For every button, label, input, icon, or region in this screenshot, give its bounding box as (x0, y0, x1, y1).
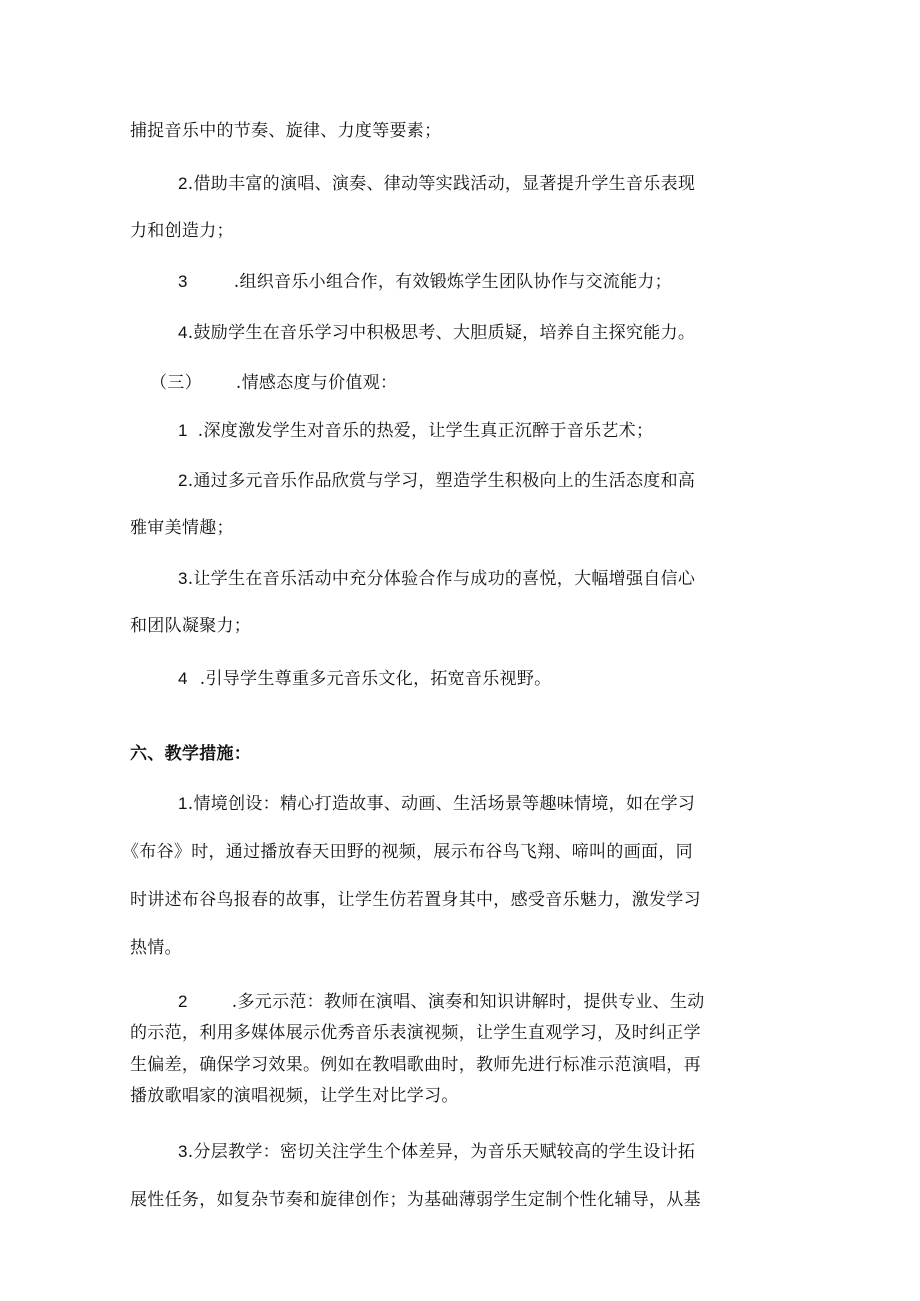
measure-item-1-line-4: 热情。 (130, 938, 182, 958)
attitude-item-3-continuation: 和团队凝聚力； (130, 616, 252, 636)
measure-item-3: 3.分层教学：密切关注学生个体差异，为音乐天赋较高的学生设计拓 (178, 1142, 696, 1162)
item-number: 3 (178, 1142, 188, 1161)
item-number: 4 (178, 669, 188, 688)
attitude-item-2-continuation: 雅审美情趣； (130, 518, 234, 538)
measure-item-1-line-2: 《布谷》时，通过播放春天田野的视频，展示布谷鸟飞翔、啼叫的画面，同 (122, 842, 693, 862)
objective-item-2-continuation: 力和创造力； (130, 221, 234, 241)
objective-item-4: 4.鼓励学生在音乐学习中积极思考、大胆质疑，培养自主探究能力。 (178, 323, 696, 343)
objective-continuation-line: 捕捉音乐中的节奏、旋律、力度等要素； (130, 121, 442, 141)
item-number: 3 (178, 272, 188, 291)
measure-item-2-line-4: 播放歌唱家的演唱视频，让学生对比学习。 (130, 1086, 459, 1106)
measure-item-3-line-2: 展性任务，如复杂节奏和旋律创作；为基础薄弱学生定制个性化辅导，从基 (130, 1190, 701, 1210)
item-number: 1 (178, 421, 188, 440)
measure-item-1-line-3: 时讲述布谷鸟报春的故事，让学生仿若置身其中，感受音乐魅力，激发学习 (130, 890, 701, 910)
item-number: 2 (178, 992, 188, 1011)
item-number: 2 (178, 471, 188, 490)
item-number: 2 (178, 174, 188, 193)
measure-item-1: 1.情境创设：精心打造故事、动画、生活场景等趣味情境，如在学习 (178, 794, 696, 814)
item-number: 3 (178, 569, 188, 588)
section-six-heading: 六、教学措施： (130, 744, 252, 764)
section-three-heading: （三） .情感态度与价值观： (150, 373, 398, 393)
item-number: 1 (178, 794, 188, 813)
attitude-item-2: 2.通过多元音乐作品欣赏与学习，塑造学生积极向上的生活态度和高 (178, 471, 696, 491)
attitude-item-4: 4 .引导学生尊重多元音乐文化，拓宽音乐视野。 (178, 669, 552, 689)
measure-item-2-line-3: 生偏差，确保学习效果。例如在教唱歌曲时，教师先进行标准示范演唱，再 (130, 1055, 701, 1075)
attitude-item-3: 3.让学生在音乐活动中充分体验合作与成功的喜悦，大幅增强自信心 (178, 569, 696, 589)
measure-item-2-line-2: 的示范，利用多媒体展示优秀音乐表演视频，让学生直观学习，及时纠正学 (130, 1023, 701, 1043)
objective-item-2: 2.借助丰富的演唱、演奏、律动等实践活动，显著提升学生音乐表现 (178, 174, 696, 194)
objective-item-3: 3 .组织音乐小组合作，有效锻炼学生团队协作与交流能力； (178, 272, 672, 292)
item-number: 4 (178, 323, 188, 342)
attitude-item-1: 1 .深度激发学生对音乐的热爱，让学生真正沉醉于音乐艺术； (178, 421, 654, 441)
measure-item-2: 2 .多元示范：教师在演唱、演奏和知识讲解时，提供专业、生动 (178, 992, 705, 1012)
